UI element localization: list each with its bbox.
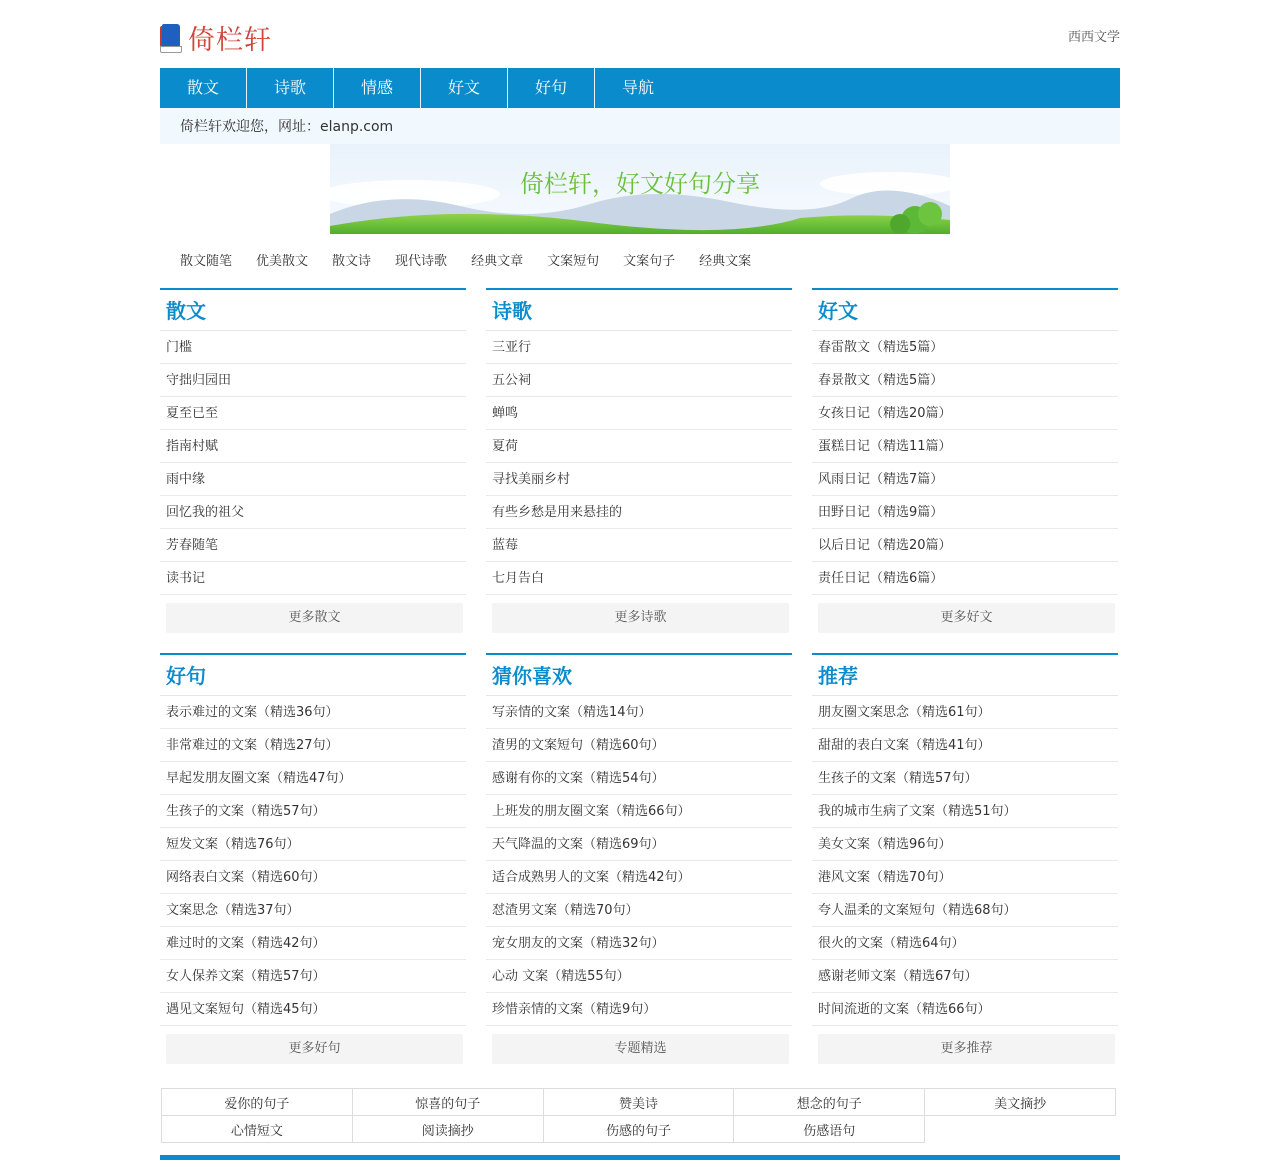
list-item[interactable]: 生孩子的文案（精选57句） xyxy=(160,795,466,828)
banner-text: 倚栏轩，好文好句分享 xyxy=(520,170,760,198)
list-item[interactable]: 渣男的文案短句（精选60句） xyxy=(486,729,792,762)
list-item[interactable]: 门槛 xyxy=(160,331,466,364)
panel-haowen xyxy=(812,288,1118,633)
list-item[interactable]: 夏荷 xyxy=(486,430,792,463)
list-item[interactable]: 难过时的文案（精选42句） xyxy=(160,927,466,960)
more-shige-button[interactable]: 更多诗歌 xyxy=(492,603,789,633)
tag-link[interactable]: 散文诗 xyxy=(332,254,372,269)
list-item[interactable]: 蝉鸣 xyxy=(486,397,792,430)
bottom-link[interactable]: 伤感的句子 xyxy=(543,1116,734,1143)
tag-link[interactable]: 现代诗歌 xyxy=(395,254,448,269)
list-item[interactable]: 读书记 xyxy=(160,562,466,595)
list-item[interactable]: 时间流逝的文案（精选66句） xyxy=(812,993,1118,1026)
footer-divider xyxy=(160,1155,1120,1160)
list-item[interactable]: 宠女朋友的文案（精选32句） xyxy=(486,927,792,960)
panel-shige xyxy=(486,288,792,633)
tag-link[interactable]: 文案短句 xyxy=(547,254,600,269)
list-item[interactable]: 短发文案（精选76句） xyxy=(160,828,466,861)
list-item[interactable]: 生孩子的文案（精选57句） xyxy=(812,762,1118,795)
list-item[interactable]: 写亲情的文案（精选14句） xyxy=(486,696,792,729)
list-item[interactable]: 港风文案（精选70句） xyxy=(812,861,1118,894)
bottom-link[interactable]: 惊喜的句子 xyxy=(352,1089,543,1116)
list-item[interactable]: 非常难过的文案（精选27句） xyxy=(160,729,466,762)
panel-title[interactable]: 好句 xyxy=(160,655,466,696)
bottom-link[interactable]: 阅读摘抄 xyxy=(352,1116,543,1143)
list-item[interactable]: 天气降温的文案（精选69句） xyxy=(486,828,792,861)
logo-text: 倚栏轩 xyxy=(188,25,272,56)
nav-item-haoju[interactable]: 好句 xyxy=(508,68,595,108)
panel-title[interactable]: 散文 xyxy=(160,290,466,331)
more-tuijian-button[interactable]: 更多推荐 xyxy=(818,1034,1115,1064)
welcome-bar: 倚栏轩欢迎您，网址：elanp.com xyxy=(160,108,1120,144)
list-item[interactable]: 七月告白 xyxy=(486,562,792,595)
list-item[interactable]: 适合成熟男人的文案（精选42句） xyxy=(486,861,792,894)
book-icon xyxy=(160,24,182,52)
list-item[interactable]: 春雷散文（精选5篇） xyxy=(812,331,1118,364)
list-item[interactable]: 寻找美丽乡村 xyxy=(486,463,792,496)
nav-item-qinggan[interactable]: 情感 xyxy=(334,68,421,108)
list-item[interactable]: 表示难过的文案（精选36句） xyxy=(160,696,466,729)
list-item[interactable]: 上班发的朋友圈文案（精选66句） xyxy=(486,795,792,828)
list-item[interactable]: 三亚行 xyxy=(486,331,792,364)
list-item[interactable]: 五公祠 xyxy=(486,364,792,397)
list-item[interactable]: 夸人温柔的文案短句（精选68句） xyxy=(812,894,1118,927)
list-item[interactable]: 责任日记（精选6篇） xyxy=(812,562,1118,595)
bottom-link-grid xyxy=(161,1088,1116,1143)
list-item[interactable]: 蓝莓 xyxy=(486,529,792,562)
nav-item-sanwen[interactable]: 散文 xyxy=(160,68,247,108)
nav-item-shige[interactable]: 诗歌 xyxy=(247,68,334,108)
panel-recommend-guess xyxy=(486,653,792,1064)
list-item[interactable]: 我的城市生病了文案（精选51句） xyxy=(812,795,1118,828)
list-item[interactable]: 蛋糕日记（精选11篇） xyxy=(812,430,1118,463)
panel-tuijian xyxy=(812,653,1118,1064)
list-item[interactable]: 甜甜的表白文案（精选41句） xyxy=(812,729,1118,762)
site-logo[interactable] xyxy=(160,18,272,57)
tag-link[interactable]: 经典文章 xyxy=(471,254,524,269)
list-item[interactable]: 朋友圈文案思念（精选61句） xyxy=(812,696,1118,729)
list-item[interactable]: 夏至已至 xyxy=(160,397,466,430)
list-item[interactable]: 感谢有你的文案（精选54句） xyxy=(486,762,792,795)
nav-item-daohang[interactable]: 导航 xyxy=(621,78,654,97)
bottom-link[interactable]: 想念的句子 xyxy=(734,1089,925,1116)
list-item[interactable]: 田野日记（精选9篇） xyxy=(812,496,1118,529)
panel-haoju xyxy=(160,653,466,1064)
more-haoju-button[interactable]: 更多好句 xyxy=(166,1034,463,1064)
tag-row xyxy=(160,250,1120,270)
tag-link[interactable]: 散文随笔 xyxy=(180,254,233,269)
panel-title[interactable]: 诗歌 xyxy=(486,290,792,331)
list-item[interactable]: 怼渣男文案（精选70句） xyxy=(486,894,792,927)
list-item[interactable]: 女孩日记（精选20篇） xyxy=(812,397,1118,430)
panel-title[interactable]: 推荐 xyxy=(812,655,1118,696)
banner-image[interactable] xyxy=(330,144,950,234)
list-item[interactable]: 芳春随笔 xyxy=(160,529,466,562)
list-item[interactable]: 女人保养文案（精选57句） xyxy=(160,960,466,993)
tag-link[interactable]: 优美散文 xyxy=(256,254,309,269)
bottom-link[interactable]: 爱你的句子 xyxy=(162,1089,353,1116)
site-header xyxy=(160,0,1120,68)
list-item[interactable]: 感谢老师文案（精选67句） xyxy=(812,960,1118,993)
empty-cell xyxy=(925,1116,1116,1143)
list-item[interactable]: 珍惜亲情的文案（精选9句） xyxy=(486,993,792,1026)
more-haowen-button[interactable]: 更多好文 xyxy=(818,603,1115,633)
list-item[interactable]: 美女文案（精选96句） xyxy=(812,828,1118,861)
main-nav xyxy=(160,68,1120,108)
list-item[interactable]: 遇见文案短句（精选45句） xyxy=(160,993,466,1026)
list-item[interactable]: 网络表白文案（精选60句） xyxy=(160,861,466,894)
bottom-link[interactable]: 伤感语句 xyxy=(734,1116,925,1143)
panel-title[interactable]: 好文 xyxy=(812,290,1118,331)
top-right-link[interactable]: 西西文学 xyxy=(1067,30,1120,45)
list-item[interactable]: 有些乡愁是用来悬挂的 xyxy=(486,496,792,529)
list-item[interactable]: 很火的文案（精选64句） xyxy=(812,927,1118,960)
more-sanwen-button[interactable]: 更多散文 xyxy=(166,603,463,633)
tag-link[interactable]: 文案句子 xyxy=(623,254,676,269)
nav-item-haowen[interactable]: 好文 xyxy=(421,68,508,108)
panel-title[interactable]: 猜你喜欢 xyxy=(486,655,792,696)
list-item[interactable]: 春景散文（精选5篇） xyxy=(812,364,1118,397)
bottom-link[interactable]: 赞美诗 xyxy=(543,1089,734,1116)
list-item[interactable]: 指南村赋 xyxy=(160,430,466,463)
list-item[interactable]: 风雨日记（精选7篇） xyxy=(812,463,1118,496)
list-item[interactable]: 守拙归园田 xyxy=(160,364,466,397)
list-item[interactable]: 回忆我的祖父 xyxy=(160,496,466,529)
list-item[interactable]: 雨中缘 xyxy=(160,463,466,496)
list-item[interactable]: 文案思念（精选37句） xyxy=(160,894,466,927)
list-item[interactable]: 早起发朋友圈文案（精选47句） xyxy=(160,762,466,795)
tag-link[interactable]: 经典文案 xyxy=(699,254,752,269)
topic-select-button[interactable]: 专题精选 xyxy=(492,1034,789,1064)
list-item[interactable]: 以后日记（精选20篇） xyxy=(812,529,1118,562)
panel-sanwen xyxy=(160,288,466,633)
bottom-link[interactable]: 心情短文 xyxy=(162,1116,353,1143)
list-item[interactable]: 心动 文案（精选55句） xyxy=(486,960,792,993)
bottom-link[interactable]: 美文摘抄 xyxy=(925,1089,1116,1116)
